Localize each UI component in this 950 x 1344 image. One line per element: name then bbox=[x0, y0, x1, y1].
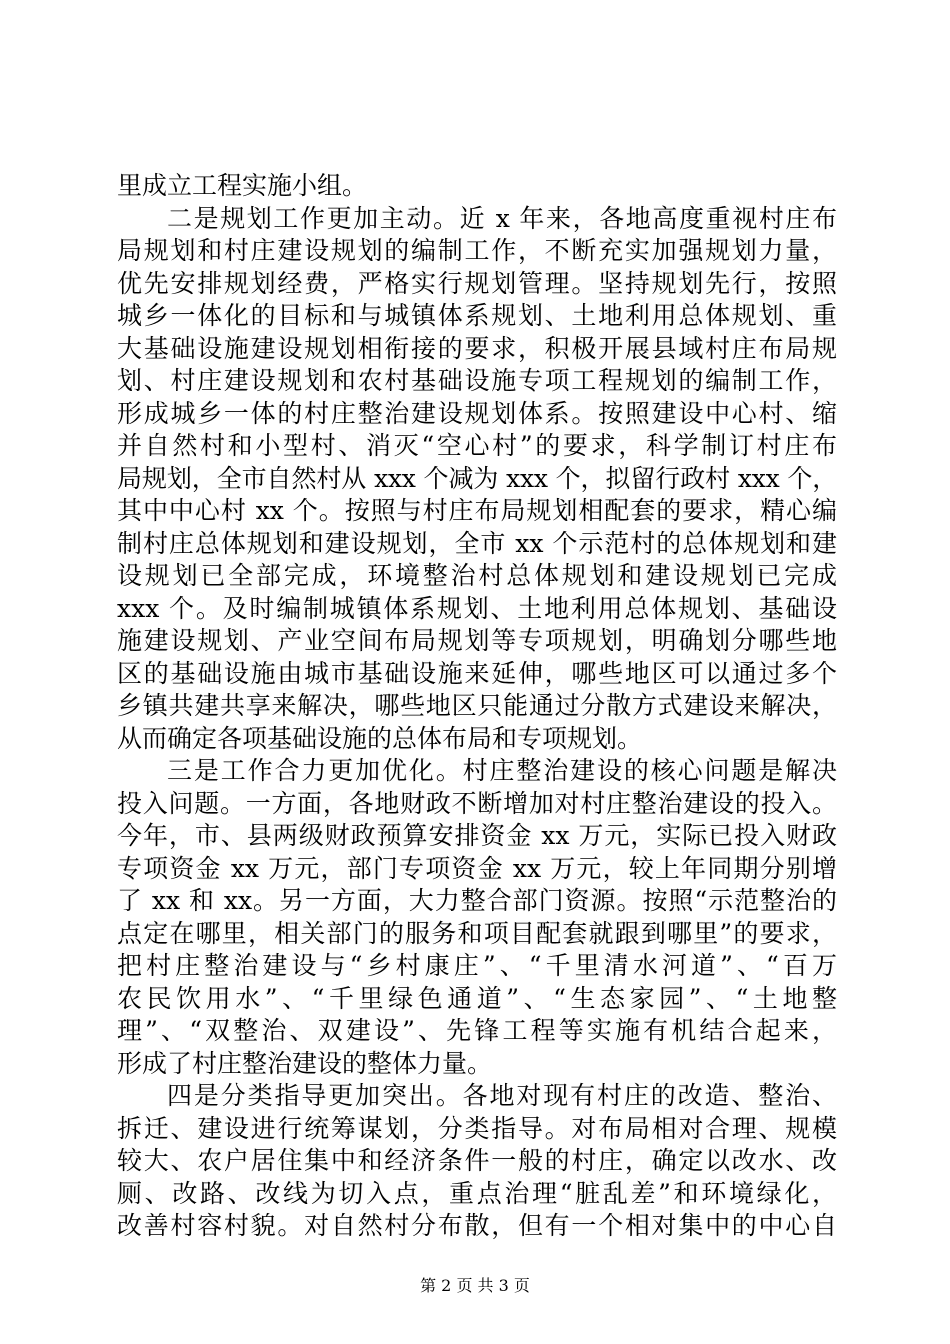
text-line: 理”、“双整治、双建设”、先锋工程等实施有机结合起来， bbox=[117, 1016, 837, 1045]
text-line: 划、村庄建设规划和农村基础设施专项工程规划的编制工作， bbox=[117, 366, 837, 395]
paragraph-first-line: 三是工作合力更加优化。村庄整治建设的核心问题是解决 bbox=[167, 756, 837, 785]
text-line: 厕、改路、改线为切入点，重点治理“脏乱差”和环境绿化， bbox=[117, 1178, 837, 1208]
text-line: 大基础设施建设规划相衔接的要求，积极开展县域村庄布局规 bbox=[117, 333, 837, 363]
paragraph-first-line: 四是分类指导更加突出。各地对现有村庄的改造、整治、 bbox=[167, 1081, 837, 1110]
document-body bbox=[117, 170, 837, 1243]
text-line: 并自然村和小型村、消灭“空心村”的要求，科学制订村庄布 bbox=[117, 431, 837, 460]
text-line: 区的基础设施由城市基础设施来延伸，哪些地区可以通过多个 bbox=[117, 658, 837, 688]
text-line: 局规划和村庄建设规划的编制工作，不断充实加强规划力量， bbox=[117, 236, 837, 265]
page-number-footer: 第 2 页 共 3 页 bbox=[420, 1276, 530, 1295]
text-line: 形成城乡一体的村庄整治建设规划体系。按照建设中心村、缩 bbox=[117, 398, 837, 428]
text-line: 城乡一体化的目标和与城镇体系规划、土地利用总体规划、重 bbox=[117, 301, 837, 330]
text-line: 了 xx 和 xx。另一方面，大力整合部门资源。按照“示范整治的 bbox=[117, 886, 837, 915]
text-line: 其中中心村 xx 个。按照与村庄布局规划相配套的要求，精心编 bbox=[117, 496, 837, 525]
text-line: 点定在哪里，相关部门的服务和项目配套就跟到哪里”的要求， bbox=[117, 918, 837, 948]
text-line: xxx 个。及时编制城镇体系规划、土地利用总体规划、基础设 bbox=[117, 593, 837, 623]
text-line: 从而确定各项基础设施的总体布局和专项规划。 bbox=[117, 723, 643, 753]
text-line: 拆迁、建设进行统筹谋划，分类指导。对布局相对合理、规模 bbox=[117, 1113, 837, 1143]
paragraph-first-line: 二是规划工作更加主动。近 x 年来，各地高度重视村庄布 bbox=[167, 203, 837, 233]
text-line: 把村庄整治建设与“乡村康庄”、“千里清水河道”、“百万 bbox=[117, 951, 837, 980]
text-line: 专项资金 xx 万元，部门专项资金 xx 万元，较上年同期分别增 bbox=[117, 853, 837, 883]
text-line: 施建设规划、产业空间布局规划等专项规划，明确划分哪些地 bbox=[117, 626, 837, 655]
text-line: 里成立工程实施小组。 bbox=[117, 171, 368, 200]
text-line: 投入问题。一方面，各地财政不断增加对村庄整治建设的投入。 bbox=[117, 788, 837, 818]
text-line: 今年，市、县两级财政预算安排资金 xx 万元，实际已投入财政 bbox=[117, 821, 837, 850]
text-line: 制村庄总体规划和建设规划，全市 xx 个示范村的总体规划和建 bbox=[117, 528, 837, 558]
text-line: 形成了村庄整治建设的整体力量。 bbox=[117, 1048, 493, 1078]
text-line: 改善村容村貌。对自然村分布散，但有一个相对集中的中心自 bbox=[117, 1211, 837, 1240]
text-line: 局规划，全市自然村从 xxx 个减为 xxx 个，拟留行政村 xxx 个， bbox=[117, 463, 837, 493]
text-line: 较大、农户居住集中和经济条件一般的村庄，确定以改水、改 bbox=[117, 1146, 837, 1175]
text-line: 农民饮用水”、“千里绿色通道”、“生态家园”、“土地整 bbox=[117, 983, 837, 1013]
text-line: 设规划已全部完成，环境整治村总体规划和建设规划已完成 bbox=[117, 561, 837, 590]
text-line: 乡镇共建共享来解决，哪些地区只能通过分散方式建设来解决， bbox=[117, 691, 837, 720]
text-line: 优先安排规划经费，严格实行规划管理。坚持规划先行，按照 bbox=[117, 268, 837, 298]
